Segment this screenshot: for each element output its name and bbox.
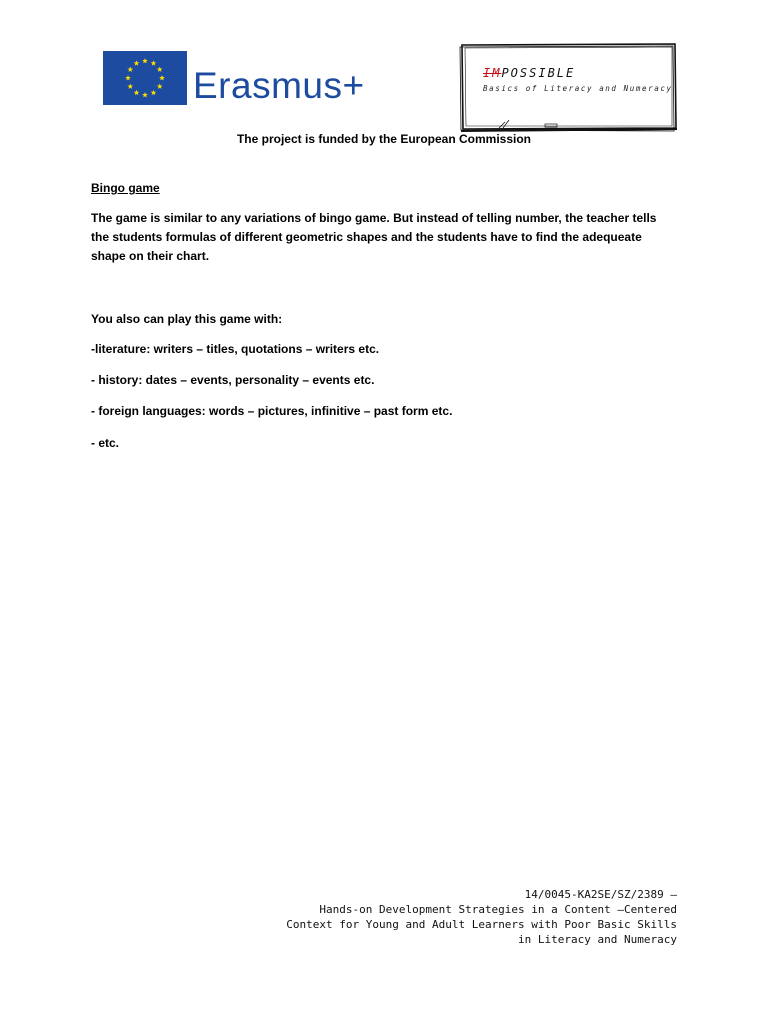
eu-star-icon <box>142 58 148 63</box>
eu-star-icon <box>157 84 163 89</box>
footer-line: in Literacy and Numeracy <box>518 933 677 946</box>
eu-star-icon <box>142 92 148 97</box>
list-item: -literature: writers – titles, quotations – writers etc. <box>91 342 380 356</box>
eu-star-icon <box>151 60 157 65</box>
list-item: - foreign languages: words – pictures, infinitive – past form etc. <box>91 404 453 418</box>
eu-star-icon <box>151 90 157 95</box>
footer-line: Context for Young and Adult Learners with Poor Basic Skills <box>286 918 677 931</box>
paragraph-line: The game is similar to any variations of bingo game. But instead of telling number, the teacher tells <box>91 211 657 225</box>
funding-note: The project is funded by the European Commission <box>236 132 532 146</box>
project-footer <box>286 887 677 947</box>
footer-line: 14/0045-KA2SE/SZ/2389 – <box>524 888 677 901</box>
erasmus-wordmark: Erasmus+ <box>193 65 365 106</box>
section-heading: Bingo game <box>91 181 160 195</box>
intro-text: You also can play this game with: <box>91 312 283 326</box>
board-title <box>483 66 575 80</box>
board-subtitle: Basics of Literacy and Numeracy <box>483 84 673 93</box>
board-title-rest: POSSIBLE <box>501 66 576 80</box>
chalkboard-icon <box>459 42 679 134</box>
eu-star-icon <box>134 60 140 65</box>
eu-star-icon <box>127 84 133 89</box>
eu-star-icon <box>127 67 133 72</box>
board-title-struck: IM <box>483 66 502 80</box>
footer-line: Hands-on Development Strategies in a Content –Centered <box>319 903 677 916</box>
eu-star-icon <box>125 75 131 80</box>
list-item: - history: dates – events, personality – events etc. <box>91 373 375 387</box>
eu-star-icon <box>157 67 163 72</box>
paragraph-line: the students formulas of different geometric shapes and the students have to find the adequeate <box>91 230 642 244</box>
eu-star-icon <box>134 90 140 95</box>
eu-star-icon <box>159 75 165 80</box>
paragraph-line: shape on their chart. <box>91 249 210 263</box>
description-paragraph <box>91 209 691 266</box>
eu-flag-icon <box>103 51 187 105</box>
list-item: - etc. <box>91 436 120 450</box>
